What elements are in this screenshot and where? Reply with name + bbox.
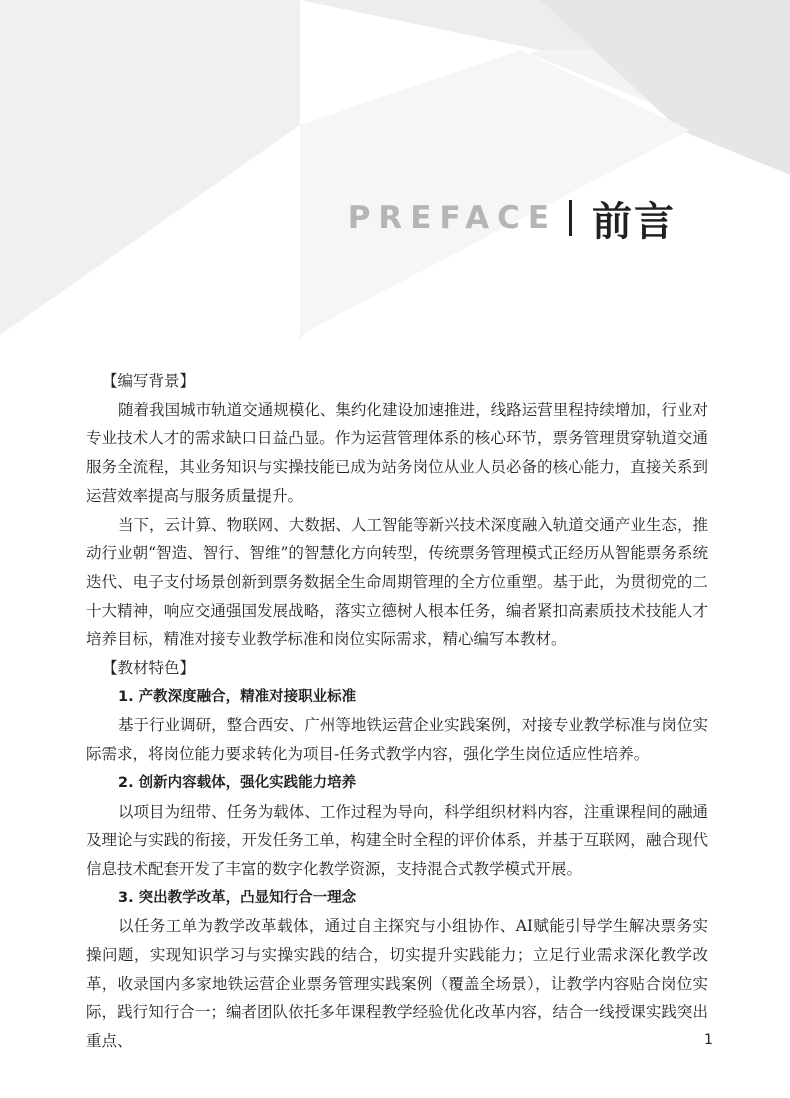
paragraph: 随着我国城市轨道交通规模化、集约化建设加速推进，线路运营里程持续增加，行业对专业技术人才的需求缺口日益凸显。作为运营管理体系的核心环节，票务管理贯穿轨道交通服务全流程，其业务知识与实操技能已成为站务岗位从业人员必备的核心能力，直接关系到运营效率提高与服务质量提升。 — [86, 400, 708, 505]
page-header — [348, 188, 676, 248]
paragraph: 当下，云计算、物联网、大数据、人工智能等新兴技术深度融入轨道交通产业生态，推动行业朝“智造、智行、智维”的智慧化方向转型，传统票务管理模式正经历从智能票务系统迭代、电子支付场景创新到票务数据全生命周期管理的全方位重塑。基于此，为贯彻党的二十大精神，响应交通强国发展战略，落实立德树人根本任务，编者紧扣高素质技术技能人才培养目标，精准对接专业教学标准和岗位实际需求，精心编写本教材。 — [86, 515, 708, 649]
english-title: PREFACE — [347, 200, 557, 236]
paragraph: 以任务工单为教学改革载体，通过自主探究与小组协作、AI赋能引导学生解决票务实操问题，实现知识学习与实操实践的结合，切实提升实践能力；立足行业需求深化教学改革，收录国内多家地铁运营企业票务管理实践案例（覆盖全场景），让教学内容贴合岗位实际，践行知行合一；编者团队依托多年课程教学经验优化改革内容，结合一线授课实践突出重点、 — [86, 917, 708, 1051]
section-heading-background: 【编写背景】 — [102, 372, 196, 390]
preface-body — [86, 367, 708, 1056]
section-heading-features: 【教材特色】 — [102, 659, 196, 678]
feature-title: 2. 创新内容载体，强化实践能力培养 — [118, 774, 357, 791]
feature-title: 3. 突出教学改革，凸显知行合一理念 — [118, 889, 357, 906]
feature-title: 1. 产教深度融合，精准对接职业标准 — [118, 688, 357, 705]
title-divider — [569, 200, 572, 236]
paragraph: 以项目为纽带、任务为载体、工作过程为导向，科学组织材料内容，注重课程间的融通及理论与实践的衔接，开发任务工单，构建全时全程的评价体系，并基于互联网，融合现代信息技术配套开发了丰富的数字化教学资源，支持混合式教学模式开展。 — [86, 802, 708, 878]
chinese-title: 前言 — [592, 198, 676, 245]
page-number: 1 — [704, 1032, 713, 1048]
background-geometric-decoration — [0, 0, 790, 340]
paragraph: 基于行业调研，整合西安、广州等地铁运营企业实践案例，对接专业教学标准与岗位实际需求，将岗位能力要求转化为项目-任务式教学内容，强化学生岗位适应性培养。 — [86, 716, 708, 764]
